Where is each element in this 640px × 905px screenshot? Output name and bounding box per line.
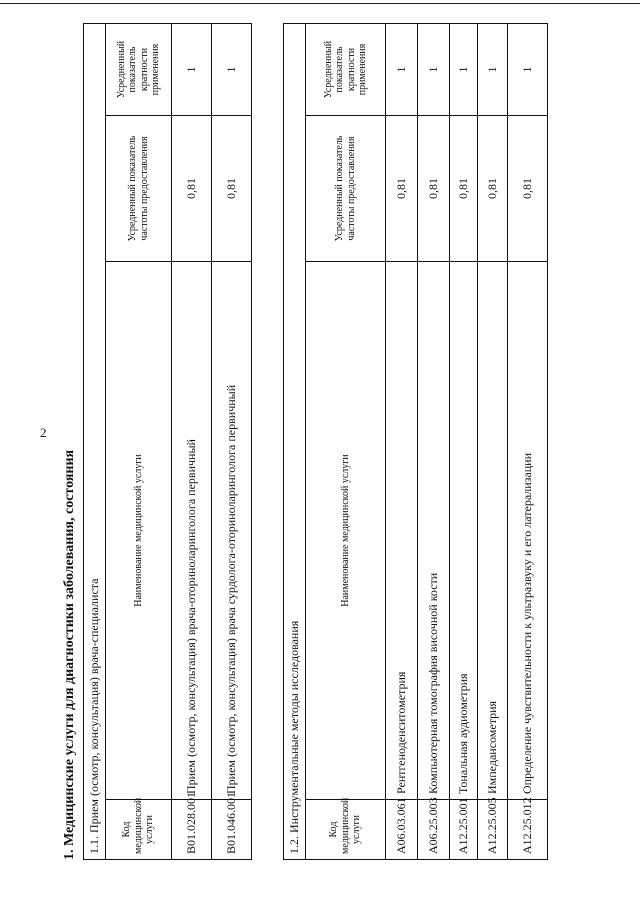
column-header-name: Наименование медицинской услуги xyxy=(106,262,172,800)
multiplicity-value: 1 xyxy=(172,24,212,116)
multiplicity-value: 1 xyxy=(450,23,478,115)
table-row xyxy=(508,23,548,859)
consultation-table xyxy=(83,23,252,860)
service-code: A06.25.003 xyxy=(418,800,450,860)
frequency-value: 0,81 xyxy=(386,116,418,262)
rotated-document-content xyxy=(62,0,640,860)
frequency-value: 0,81 xyxy=(450,116,478,262)
column-header-code: Код медицинской услуги xyxy=(306,800,386,860)
table-subtitle: 1.1. Прием (осмотр, консультация) врача-специалиста xyxy=(84,24,106,860)
service-name: Рентгеноденситометрия xyxy=(386,262,418,800)
frequency-value: 0,81 xyxy=(172,116,212,262)
table-row xyxy=(418,23,450,859)
service-name: Прием (осмотр, консультация) врача-оториноларинголога первичный xyxy=(172,262,212,800)
page-number: 2 xyxy=(40,425,47,440)
frequency-value: 0,81 xyxy=(478,116,508,262)
service-name: Тональная аудиометрия xyxy=(450,262,478,800)
service-code: B01.028.001 xyxy=(172,800,212,860)
frequency-value: 0,81 xyxy=(508,116,548,262)
service-code: A12.25.001 xyxy=(450,800,478,860)
column-header-frequency: Усредненный показатель частоты предоставления xyxy=(306,116,386,262)
table-row xyxy=(478,23,508,859)
service-code: B01.046.001 xyxy=(212,800,252,860)
multiplicity-value: 1 xyxy=(386,23,418,115)
instrumental-methods-table xyxy=(283,23,548,860)
section-heading: 1. Медицинские услуги для диагностики заболевания, состояния xyxy=(62,449,77,860)
service-name: Определение чувствительности к ультразвуку и его латерализации xyxy=(508,262,548,800)
frequency-value: 0,81 xyxy=(212,116,252,262)
multiplicity-value: 1 xyxy=(508,23,548,115)
table-row xyxy=(172,24,212,860)
multiplicity-value: 1 xyxy=(212,24,252,116)
table-subtitle: 1.2. Инструментальные методы исследования xyxy=(284,23,306,859)
service-name: Прием (осмотр, консультация) врача сурдолога-оториноларинголога первичный xyxy=(212,262,252,800)
service-code: A06.03.061 xyxy=(386,800,418,860)
service-code: A12.25.012 xyxy=(508,800,548,860)
service-name: Компьютерная томография височной кости xyxy=(418,262,450,800)
frequency-value: 0,81 xyxy=(418,116,450,262)
multiplicity-value: 1 xyxy=(478,23,508,115)
multiplicity-value: 1 xyxy=(418,23,450,115)
column-header-name: Наименование медицинской услуги xyxy=(306,262,386,800)
column-header-multiplicity: Усредненный показатель кратности применения xyxy=(306,23,386,115)
table-row xyxy=(212,24,252,860)
table-row xyxy=(450,23,478,859)
column-header-frequency: Усредненный показатель частоты предоставления xyxy=(106,116,172,262)
column-header-multiplicity: Усредненный показатель кратности применения xyxy=(106,24,172,116)
service-code: A12.25.005 xyxy=(478,800,508,860)
column-header-code: Код медицинской услуги xyxy=(106,800,172,860)
service-name: Импедансометрия xyxy=(478,262,508,800)
table-row xyxy=(386,23,418,859)
